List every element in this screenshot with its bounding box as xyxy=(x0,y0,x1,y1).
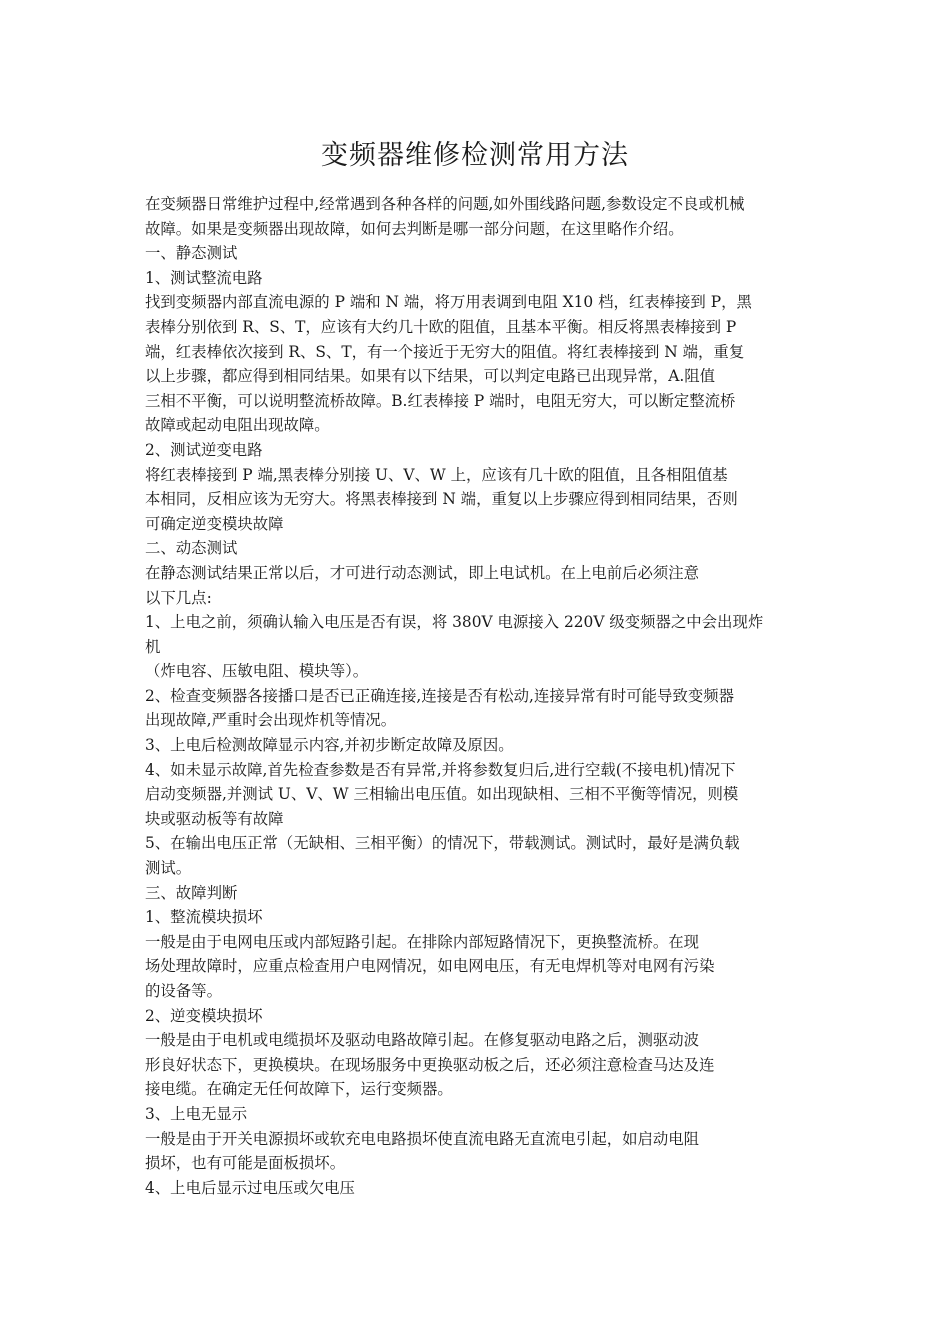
text-line: 损坏，也有可能是面板损坏。 xyxy=(145,1154,346,1173)
text-line: 块或驱动板等有故障 xyxy=(145,809,284,828)
text-line: 可确定逆变模块故障 xyxy=(145,514,284,533)
text-line: 本相同，反相应该为无穷大。将黑表棒接到 N 端，重复以上步骤应得到相同结果，否则 xyxy=(145,490,738,509)
text-line: 以下几点: xyxy=(145,588,212,607)
text-line: 三相不平衡，可以说明整流桥故障。B.红表棒接 P 端时，电阻无穷大，可以断定整流桥 xyxy=(145,391,736,410)
text-line: 2、检查变频器各接播口是否已正确连接,连接是否有松动,连接异常有时可能导致变频器 xyxy=(145,686,735,705)
text-line: 启动变频器,并测试 U、V、W 三相输出电压值。如出现缺相、三相不平衡等情况，则模 xyxy=(145,785,739,804)
text-line: 1、上电之前，须确认输入电压是否有误，将 380V 电源接入 220V 级变频器之中会出现炸 xyxy=(145,613,764,632)
document-title: 变频器维修检测常用方法 xyxy=(321,140,629,171)
text-line: 二、动态测试 xyxy=(145,539,238,558)
text-line: 一、静态测试 xyxy=(145,244,238,263)
text-line: 表棒分别依到 R、S、T，应该有大约几十欧的阻值，且基本平衡。相反将黑表棒接到 P xyxy=(145,317,737,336)
text-line: 4、如未显示故障,首先检查参数是否有异常,并将参数复归后,进行空载(不接电机)情况下 xyxy=(145,760,736,779)
text-line: 2、测试逆变电路 xyxy=(145,440,263,459)
text-line: 将红表棒接到 P 端,黑表棒分别接 U、V、W 上，应该有几十欧的阻值，且各相阻值基 xyxy=(145,465,728,484)
text-line: 一般是由于开关电源损坏或软充电电路损坏使直流电路无直流电引起，如启动电阻 xyxy=(145,1129,700,1148)
text-line: 4、上电后显示过电压或欠电压 xyxy=(145,1178,355,1197)
text-line: （炸电容、压敏电阻、模块等）。 xyxy=(145,662,369,681)
text-line: 端，红表棒依次接到 R、S、T，有一个接近于无穷大的阻值。将红表棒接到 N 端，重复 xyxy=(145,342,745,361)
text-line: 接电缆。在确定无任何故障下，运行变频器。 xyxy=(145,1080,453,1099)
text-line: 故障或起动电阻出现故障。 xyxy=(145,416,330,435)
text-line: 5、在输出电压正常（无缺相、三相平衡）的情况下，带载测试。测试时，最好是满负载 xyxy=(145,834,740,853)
text-line: 形良好状态下，更换模块。在现场服务中更换驱动板之后，还必须注意检查马达及连 xyxy=(145,1055,715,1074)
text-line: 故障。如果是变频器出现故障，如何去判断是哪一部分问题，在这里略作介绍。 xyxy=(145,219,684,238)
text-line: 3、上电后检测故障显示内容,并初步断定故障及原因。 xyxy=(145,736,514,755)
text-line: 的设备等。 xyxy=(145,982,222,1000)
text-line: 1、测试整流电路 xyxy=(145,268,263,287)
text-line: 在静态测试结果正常以后，才可进行动态测试，即上电试机。在上电前后必须注意 xyxy=(145,563,700,582)
text-line: 场处理故障时，应重点检查用户电网情况，如电网电压，有无电焊机等对电网有污染 xyxy=(145,957,715,976)
text-line: 机 xyxy=(145,637,161,656)
text-line: 测试。 xyxy=(145,859,192,878)
text-line: 2、逆变模块损坏 xyxy=(145,1006,263,1025)
document-body xyxy=(145,192,825,1200)
text-line: 三、故障判断 xyxy=(145,883,238,902)
text-line: 一般是由于电网电压或内部短路引起。在排除内部短路情况下，更换整流桥。在现 xyxy=(145,932,700,951)
text-line: 1、整流模块损坏 xyxy=(145,908,263,927)
text-line: 出现故障,严重时会出现炸机等情况。 xyxy=(145,711,397,730)
text-line: 以上步骤，都应得到相同结果。如果有以下结果，可以判定电路已出现异常，A.阻值 xyxy=(145,367,716,386)
text-line: 在变频器日常维护过程中,经常遇到各种各样的问题,如外围线路问题,参数设定不良或机械 xyxy=(145,195,745,213)
text-line: 3、上电无显示 xyxy=(145,1104,248,1123)
text-line: 一般是由于电机或电缆损坏及驱动电路故障引起。在修复驱动电路之后，测驱动波 xyxy=(145,1031,700,1050)
text-line: 找到变频器内部直流电源的 P 端和 N 端，将万用表调到电阻 X10 档，红表棒接到 P，黑 xyxy=(145,293,752,312)
